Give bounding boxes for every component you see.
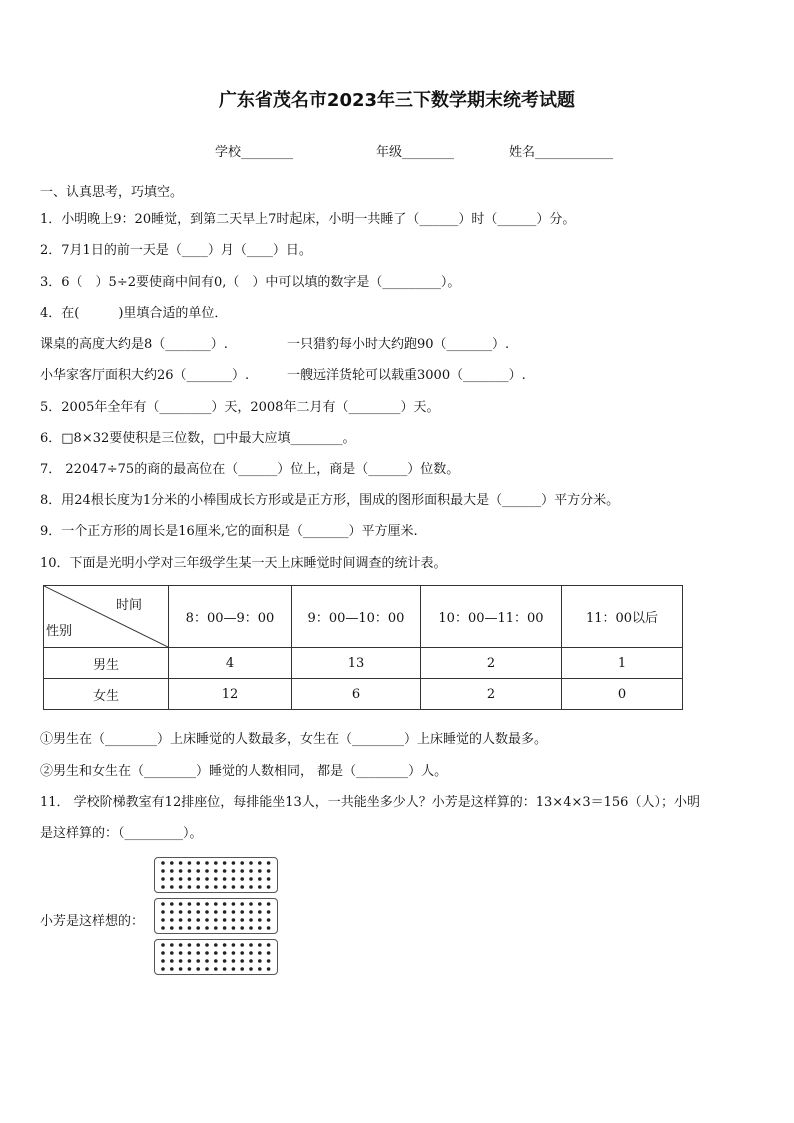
seat-dot bbox=[258, 861, 262, 865]
seat-dot bbox=[170, 918, 174, 922]
seat-dot bbox=[179, 910, 183, 914]
seat-dot bbox=[267, 943, 271, 947]
seat-dot bbox=[179, 869, 183, 873]
seat-dot bbox=[223, 926, 227, 930]
seat-dot bbox=[214, 943, 218, 947]
seat-dot bbox=[188, 869, 192, 873]
table-row bbox=[44, 648, 683, 679]
seat-dot bbox=[205, 861, 209, 865]
seat-dot bbox=[196, 861, 200, 865]
row-label: 男生 bbox=[44, 648, 169, 679]
question-5: 5．2005年全年有（________）天，2008年二月有（________）天。 bbox=[40, 400, 440, 415]
seat-dot bbox=[249, 926, 253, 930]
seat-dot bbox=[179, 918, 183, 922]
seat-dot bbox=[205, 902, 209, 906]
seat-dot bbox=[179, 885, 183, 889]
question-4c: 小华家客厅面积大约26（_______）. bbox=[40, 368, 250, 383]
seat-dot bbox=[223, 869, 227, 873]
row-label: 女生 bbox=[44, 679, 169, 710]
seat-dot bbox=[267, 967, 271, 971]
seat-dot bbox=[267, 959, 271, 963]
seat-dot bbox=[188, 885, 192, 889]
seat-dot bbox=[249, 918, 253, 922]
seat-dot bbox=[161, 877, 165, 881]
seat-dot bbox=[170, 959, 174, 963]
question-10b: ②男生和女生在（________）睡觉的人数相同， 都是（________）人。 bbox=[40, 764, 448, 779]
seat-dot bbox=[249, 943, 253, 947]
question-11-line1: 11． 学校阶梯教室有12排座位，每排能坐13人，一共能坐多少人？小芳是这样算的：13×4×3＝156（人）；小明 bbox=[40, 795, 700, 810]
seat-dot bbox=[161, 869, 165, 873]
seat-dot bbox=[188, 951, 192, 955]
table-cell: 2 bbox=[421, 648, 562, 679]
seat-dot bbox=[161, 885, 165, 889]
seat-dot bbox=[205, 951, 209, 955]
seat-dot bbox=[214, 869, 218, 873]
seat-dot bbox=[170, 967, 174, 971]
name-field[interactable]: 姓名____________ bbox=[509, 145, 614, 160]
seat-dot bbox=[232, 861, 236, 865]
seat-dot bbox=[258, 918, 262, 922]
seat-dot bbox=[232, 951, 236, 955]
seat-dot bbox=[249, 877, 253, 881]
seat-dot bbox=[240, 877, 244, 881]
seat-dot bbox=[196, 951, 200, 955]
seat-dot bbox=[188, 943, 192, 947]
seat-dot bbox=[258, 902, 262, 906]
seat-dot bbox=[205, 959, 209, 963]
question-6: 6．□8×32要使积是三位数，□中最大应填________。 bbox=[40, 431, 356, 446]
seat-dot bbox=[196, 918, 200, 922]
seat-dot bbox=[196, 902, 200, 906]
seat-dot bbox=[214, 967, 218, 971]
seat-dot bbox=[179, 902, 183, 906]
seat-dot bbox=[223, 877, 227, 881]
seat-dot bbox=[258, 951, 262, 955]
dot-group bbox=[154, 939, 278, 975]
seat-dot bbox=[267, 877, 271, 881]
seat-dot bbox=[161, 902, 165, 906]
seat-dot bbox=[161, 951, 165, 955]
seat-dot bbox=[179, 943, 183, 947]
table-header: 9：00—10：00 bbox=[292, 586, 421, 648]
table-header: 11：00以后 bbox=[562, 586, 683, 648]
exam-title: 广东省茂名市2023年三下数学期末统考试题 bbox=[218, 90, 576, 111]
seat-dot bbox=[240, 951, 244, 955]
question-7: 7． 22047÷75的商的最高位在（______）位上，商是（______）位数。 bbox=[40, 462, 460, 477]
seat-dot bbox=[179, 861, 183, 865]
seat-dot bbox=[161, 959, 165, 963]
seat-dot bbox=[223, 885, 227, 889]
seat-dot bbox=[214, 910, 218, 914]
seat-dot-diagram bbox=[154, 857, 280, 980]
seat-dot bbox=[188, 918, 192, 922]
seat-dot bbox=[258, 885, 262, 889]
seat-dot bbox=[267, 918, 271, 922]
seat-dot bbox=[223, 918, 227, 922]
seat-dot bbox=[240, 967, 244, 971]
seat-dot bbox=[232, 902, 236, 906]
seat-dot bbox=[232, 918, 236, 922]
seat-dot bbox=[223, 902, 227, 906]
table-cell: 1 bbox=[562, 648, 683, 679]
corner-bottom-label: 性别 bbox=[46, 624, 73, 639]
seat-dot bbox=[161, 926, 165, 930]
seat-dot bbox=[196, 910, 200, 914]
seat-dot bbox=[223, 861, 227, 865]
seat-dot bbox=[258, 943, 262, 947]
dot-group bbox=[154, 857, 278, 893]
seat-dot bbox=[240, 918, 244, 922]
seat-dot bbox=[196, 926, 200, 930]
seat-dot bbox=[267, 951, 271, 955]
seat-dot bbox=[205, 967, 209, 971]
seat-dot bbox=[161, 967, 165, 971]
question-4b: 一只猎豹每小时大约跑90（_______）. bbox=[287, 337, 510, 352]
seat-dot bbox=[196, 959, 200, 963]
seat-dot bbox=[179, 951, 183, 955]
seat-dot bbox=[258, 967, 262, 971]
seat-dot bbox=[223, 959, 227, 963]
seat-dot bbox=[188, 861, 192, 865]
seat-dot bbox=[240, 943, 244, 947]
seat-dot bbox=[214, 861, 218, 865]
seat-dot bbox=[258, 926, 262, 930]
seat-dot bbox=[170, 951, 174, 955]
section-heading: 一、认真思考，巧填空。 bbox=[40, 185, 184, 200]
seat-dot bbox=[161, 861, 165, 865]
seat-dot bbox=[240, 902, 244, 906]
seat-dot bbox=[249, 902, 253, 906]
seat-dot bbox=[205, 885, 209, 889]
seat-dot bbox=[249, 869, 253, 873]
seat-dot bbox=[205, 918, 209, 922]
seat-dot bbox=[249, 951, 253, 955]
seat-dot bbox=[267, 926, 271, 930]
seat-dot bbox=[214, 902, 218, 906]
question-11-line2: 是这样算的：（_________）。 bbox=[40, 826, 203, 841]
seat-dot bbox=[223, 967, 227, 971]
seat-dot bbox=[249, 959, 253, 963]
question-4a: 课桌的高度大约是8（_______）. bbox=[40, 337, 228, 352]
seat-dot bbox=[232, 967, 236, 971]
seat-dot bbox=[188, 877, 192, 881]
corner-top-label: 时间 bbox=[115, 598, 142, 613]
seat-dot bbox=[249, 910, 253, 914]
school-field[interactable]: 学校________ bbox=[215, 145, 294, 160]
grade-field[interactable]: 年级________ bbox=[376, 145, 455, 160]
seat-dot bbox=[196, 877, 200, 881]
seat-dot bbox=[258, 910, 262, 914]
seat-dot bbox=[205, 943, 209, 947]
seat-dot bbox=[170, 910, 174, 914]
table-cell: 2 bbox=[421, 679, 562, 710]
seat-dot bbox=[179, 967, 183, 971]
seat-dot bbox=[232, 869, 236, 873]
seat-dot bbox=[223, 951, 227, 955]
seat-dot bbox=[170, 877, 174, 881]
seat-dot bbox=[196, 943, 200, 947]
question-2: 2．7月1日的前一天是（____）月（____）日。 bbox=[40, 243, 312, 258]
seat-dot bbox=[214, 918, 218, 922]
question-4d: 一艘远洋货轮可以载重3000（_______）. bbox=[287, 368, 526, 383]
question-10: 10．下面是光明小学对三年级学生某一天上床睡觉时间调查的统计表。 bbox=[40, 556, 447, 571]
seat-dot bbox=[170, 943, 174, 947]
xiaofang-label: 小芳是这样想的： bbox=[40, 914, 145, 929]
seat-dot bbox=[161, 910, 165, 914]
seat-dot bbox=[267, 861, 271, 865]
seat-dot bbox=[267, 902, 271, 906]
seat-dot bbox=[196, 967, 200, 971]
seat-dot bbox=[240, 959, 244, 963]
seat-dot bbox=[214, 885, 218, 889]
seat-dot bbox=[205, 877, 209, 881]
seat-dot bbox=[161, 943, 165, 947]
seat-dot bbox=[179, 877, 183, 881]
seat-dot bbox=[188, 902, 192, 906]
table-cell: 6 bbox=[292, 679, 421, 710]
seat-dot bbox=[240, 861, 244, 865]
seat-dot bbox=[179, 959, 183, 963]
seat-dot bbox=[267, 910, 271, 914]
question-3: 3．6（ ）5÷2要使商中间有0,（ ）中可以填的数字是（_________）。 bbox=[40, 275, 461, 290]
question-9: 9．一个正方形的周长是16厘米,它的面积是（_______）平方厘米. bbox=[40, 524, 418, 539]
seat-dot bbox=[249, 861, 253, 865]
seat-dot bbox=[161, 918, 165, 922]
seat-dot bbox=[258, 869, 262, 873]
seat-dot bbox=[170, 869, 174, 873]
seat-dot bbox=[214, 877, 218, 881]
seat-dot bbox=[249, 885, 253, 889]
seat-dot bbox=[205, 869, 209, 873]
seat-dot bbox=[232, 959, 236, 963]
seat-dot bbox=[170, 885, 174, 889]
seat-dot bbox=[214, 926, 218, 930]
table-header: 10：00—11：00 bbox=[421, 586, 562, 648]
seat-dot bbox=[249, 967, 253, 971]
seat-dot bbox=[240, 910, 244, 914]
seat-dot bbox=[240, 926, 244, 930]
seat-dot bbox=[223, 943, 227, 947]
question-4: 4．在( )里填合适的单位． bbox=[40, 306, 228, 321]
seat-dot bbox=[240, 869, 244, 873]
table-cell: 12 bbox=[169, 679, 292, 710]
question-8: 8．用24根长度为1分米的小棒围成长方形或是正方形，围成的图形面积最大是（______）平方分米。 bbox=[40, 493, 620, 508]
table-corner-cell bbox=[44, 586, 169, 648]
table-row bbox=[44, 679, 683, 710]
seat-dot bbox=[179, 926, 183, 930]
sleep-time-table bbox=[43, 585, 683, 710]
table-cell: 4 bbox=[169, 648, 292, 679]
seat-dot bbox=[240, 885, 244, 889]
seat-dot bbox=[188, 959, 192, 963]
seat-dot bbox=[188, 967, 192, 971]
seat-dot bbox=[258, 959, 262, 963]
seat-dot bbox=[232, 910, 236, 914]
seat-dot bbox=[170, 926, 174, 930]
seat-dot bbox=[170, 861, 174, 865]
table-header: 8：00—9：00 bbox=[169, 586, 292, 648]
seat-dot bbox=[196, 869, 200, 873]
seat-dot bbox=[205, 910, 209, 914]
question-10a: ①男生在（________）上床睡觉的人数最多，女生在（________）上床睡觉的人数最多。 bbox=[40, 732, 548, 747]
seat-dot bbox=[258, 877, 262, 881]
seat-dot bbox=[170, 902, 174, 906]
table-cell: 0 bbox=[562, 679, 683, 710]
seat-dot bbox=[223, 910, 227, 914]
seat-dot bbox=[267, 869, 271, 873]
seat-dot bbox=[214, 951, 218, 955]
seat-dot bbox=[267, 885, 271, 889]
table-cell: 13 bbox=[292, 648, 421, 679]
seat-dot bbox=[188, 910, 192, 914]
seat-dot bbox=[196, 885, 200, 889]
dot-group bbox=[154, 898, 278, 934]
seat-dot bbox=[232, 877, 236, 881]
seat-dot bbox=[232, 943, 236, 947]
seat-dot bbox=[205, 926, 209, 930]
seat-dot bbox=[188, 926, 192, 930]
seat-dot bbox=[232, 885, 236, 889]
seat-dot bbox=[232, 926, 236, 930]
seat-dot bbox=[214, 959, 218, 963]
question-1: 1．小明晚上9：20睡觉，到第二天早上7时起床，小明一共睡了（______）时（______）分。 bbox=[40, 212, 576, 227]
